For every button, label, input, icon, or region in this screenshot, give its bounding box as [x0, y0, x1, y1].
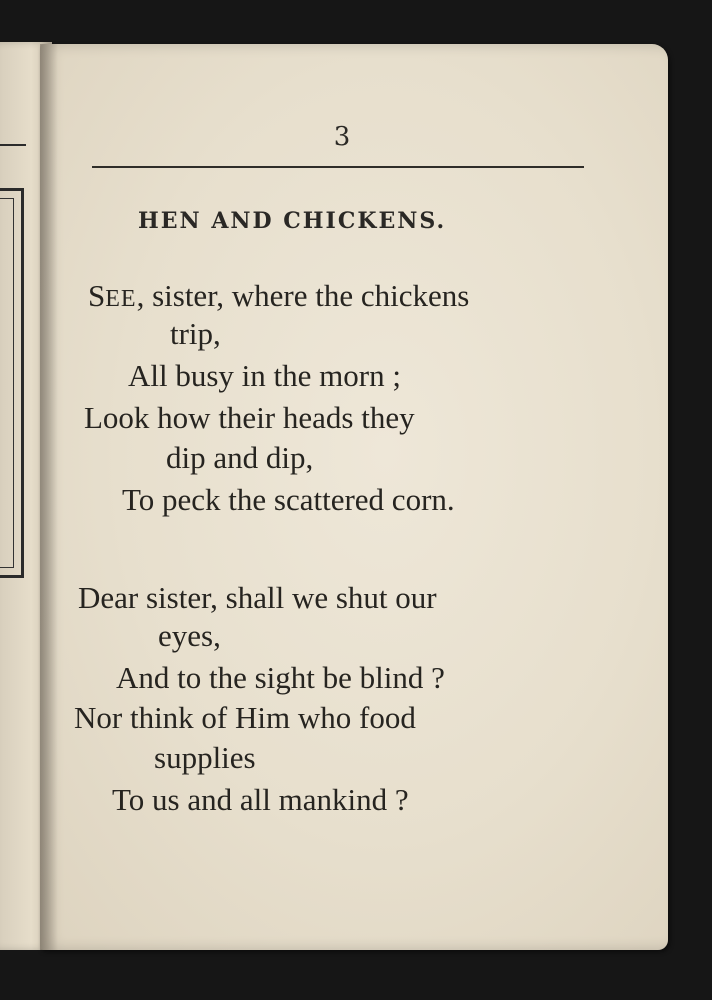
stanza1-line6: To peck the scattered corn. — [122, 482, 455, 517]
stanza1-line5: dip and dip, — [166, 440, 314, 475]
stanza1-line4: Look how their heads they — [84, 400, 415, 435]
stanza1-line2: trip, — [170, 316, 221, 351]
stanza1-line1 — [88, 280, 469, 311]
stanza2-line6: To us and all mankind ? — [112, 782, 409, 817]
stanza1-initial: S — [88, 278, 106, 313]
stanza1-line3: All busy in the morn ; — [128, 358, 401, 393]
stanza1-smallcaps: EE — [105, 286, 137, 312]
poem-title: HEN AND CHICKENS. — [138, 208, 447, 234]
stanza1-line1-tail: , sister, where the chickens — [136, 278, 470, 313]
page-number: 3 — [333, 122, 351, 152]
stanza2-line3: And to the sight be blind ? — [116, 660, 445, 695]
left-page-illustration-inner-frame — [0, 198, 14, 568]
stanza2-line2: eyes, — [158, 618, 221, 653]
stanza2-line1: Dear sister, shall we shut our — [78, 580, 437, 615]
page-gutter-shadow — [40, 44, 58, 950]
stanza2-line4: Nor think of Him who food — [74, 700, 416, 735]
stanza2-line5: supplies — [154, 740, 256, 775]
header-rule — [92, 166, 584, 168]
